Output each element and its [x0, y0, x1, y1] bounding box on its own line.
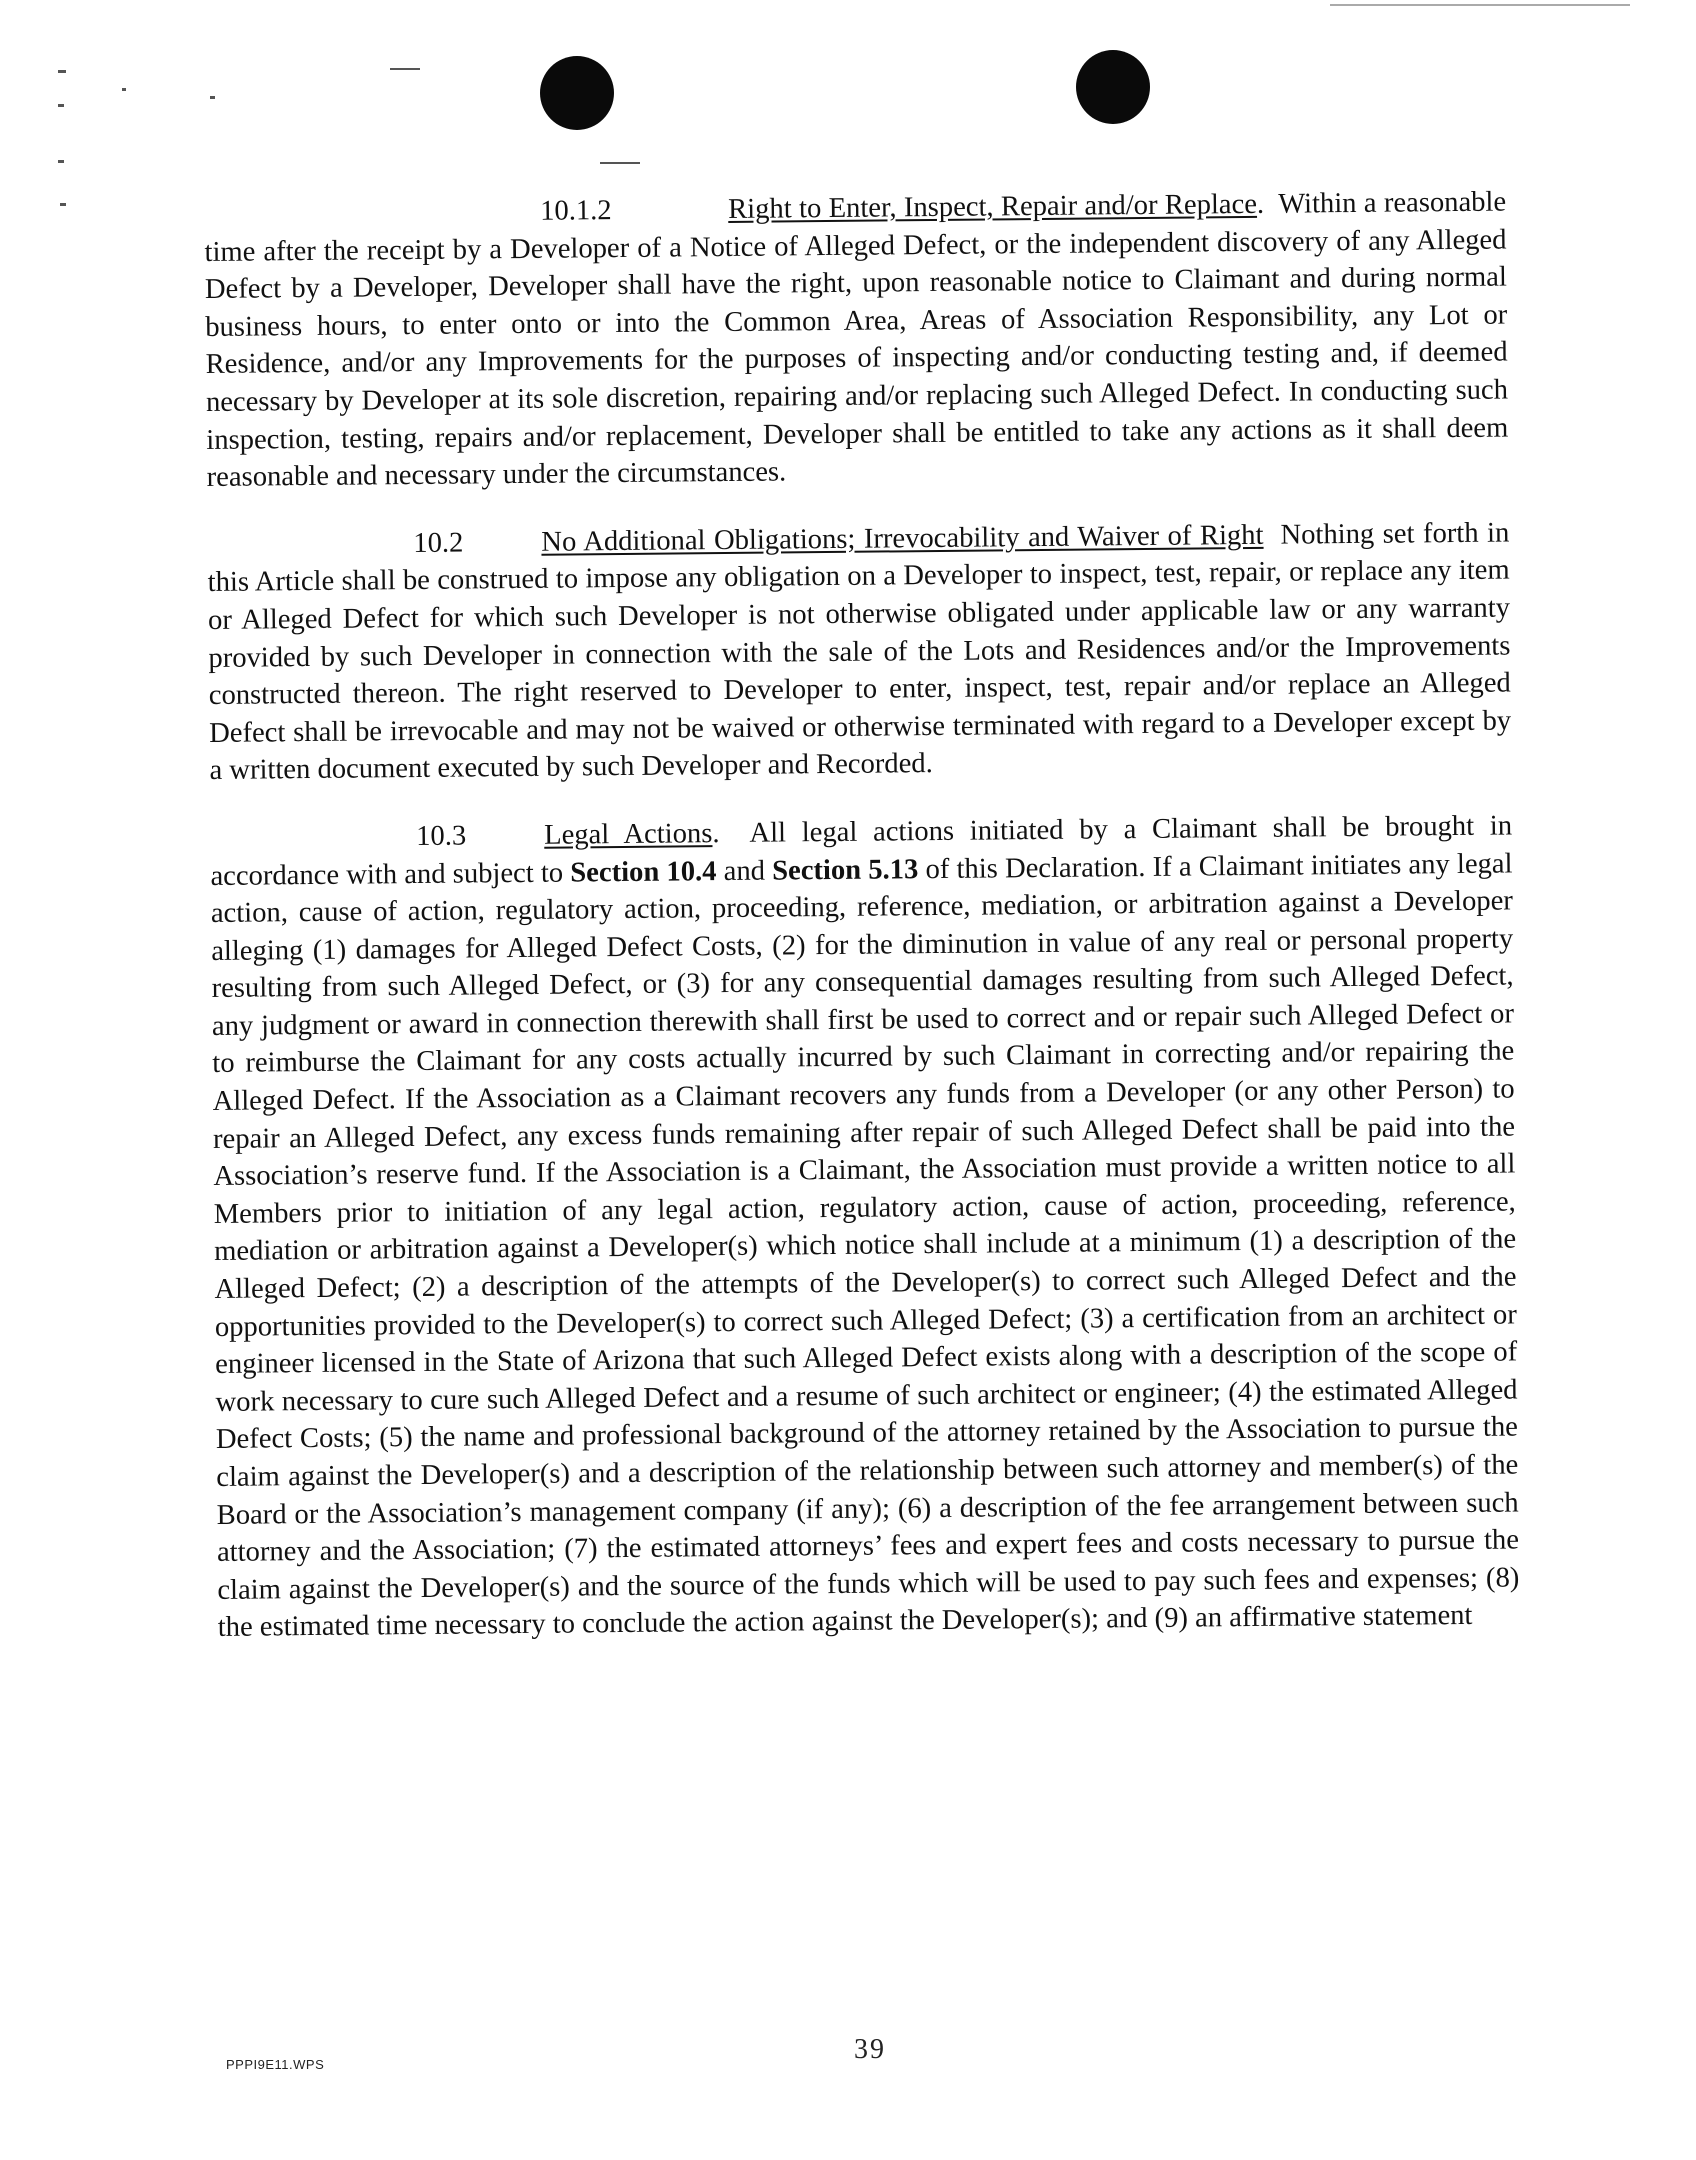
page-number: 39	[854, 2034, 886, 2065]
section-reference: Section 5.13	[772, 853, 919, 887]
punch-hole-right	[1076, 50, 1150, 124]
section-heading: No Additional Obligations; Irrevocability and Waiver of Right	[541, 519, 1264, 558]
section-number: 10.3	[416, 820, 467, 852]
heading-punctuation: .	[1256, 188, 1265, 220]
section-number: 10.1.2	[540, 195, 612, 227]
section-text: All legal actions initiated by a Claimant shall be brought in accordance with and subject to	[210, 810, 1513, 892]
scan-speck	[122, 88, 126, 91]
document-body	[204, 184, 1520, 1677]
section-10-3	[210, 807, 1520, 1647]
section-heading: Right to Enter, Inspect, Repair and/or Replace	[728, 188, 1258, 225]
section-reference: Section 10.4	[570, 855, 717, 889]
section-text: Within a reasonable time after the receipt by a Developer of a Notice of Alleged Defect, or the independent discovery of any Alleged Defect by a Developer, Developer shall have the right, upon reasonable notice to Claimant and during normal business hours, to enter onto or into the Common Area, Areas of Association Responsibility, any Lot or Residence, and/or any Improvements for the purposes of inspecting and/or conducting testing and, if deemed necessary by Developer at its sole discretion, repairing and/or replacing such Alleged Defect. In conducting such inspection, testing, repairs and/or replacement, Developer shall be entitled to take any actions as it shall deem reasonable and necessary under the circumstances.	[204, 186, 1509, 494]
scan-speck	[210, 96, 215, 99]
section-text: Nothing set forth in this Article shall be construed to impose any obligation on a Developer to inspect, test, repair, or replace any item or Alleged Defect for which such Developer is not otherwise obligated under applicable law or any warranty provided by such Developer in connection with the sale of the Lots and Residences and/or the Improvements constructed thereon. The right reserved to Developer to enter, inspect, test, repair and/or replace an Alleged Defect shall be irrevocable and may not be waived or otherwise terminated with regard to a Developer except by a written document executed by such Developer and Recorded.	[207, 517, 1512, 787]
scan-speck	[58, 104, 64, 107]
scan-speck	[390, 68, 420, 70]
section-number: 10.2	[413, 527, 464, 559]
punch-hole-left	[540, 56, 614, 130]
section-text: of this Declaration. If a Claimant initiates any legal action, cause of action, regulatory action, proceeding, reference, mediation, or arbitration against a Developer alleging (1) damages for Alleged Defect Costs, (2) for the diminution in value of any real or personal property resulting from such Alleged Defect, or (3) for any consequential damages resulting from such Alleged Defect, any judgment or award in connection therewith shall first be used to correct and or repair such Alleged Defect or to reimburse the Claimant for any costs actually incurred by such Claimant in correcting and/or repairing the Alleged Defect. If the Association as a Claimant recovers any funds from a Developer (or any other Person) to repair an Alleged Defect, any excess funds remaining after repair of such Alleged Defect shall be paid into the Association’s reserve fund. If the Association is a Claimant, the Association must provide a written notice to all Members prior to initiation of any legal action, regulatory action, cause of action, proceeding, reference, mediation or arbitration against a Developer(s) which notice shall include at a minimum (1) a description of the Alleged Defect; (2) a description of the attempts of the Developer(s) to correct such Alleged Defect and the opportunities provided to the Developer(s) to correct such Alleged Defect; (3) a certification from an architect or engineer licensed in the State of Arizona that such Alleged Defect exists along with a description of the scope of work necessary to cure such Alleged Defect and a resume of such architect or engineer; (4) the estimated Alleged Defect Costs; (5) the name and professional background of the attorney retained by the Association to pursue the claim against the Developer(s) and a description of the relationship between such attorney and member(s) of the Board or the Association’s management company (if any); (6) a description of the fee arrangement between such attorney and the Association; (7) the estimated attorneys’ fees and expert fees and costs necessary to pursue the claim against the Developer(s) and the source of the funds which will be used to pay such fees and expenses; (8) the estimated time necessary to conclude the action against the Developer(s); and (9) an affirmative statement	[210, 847, 1520, 1644]
section-text: and	[723, 855, 766, 887]
section-heading: Legal Actions	[544, 818, 713, 851]
heading-punctuation: .	[712, 817, 720, 850]
scan-speck	[60, 203, 66, 206]
scan-speck	[1330, 4, 1630, 6]
file-code: PPPI9E11.WPS	[226, 2057, 325, 2072]
scan-speck	[58, 160, 64, 163]
scan-speck	[58, 70, 66, 73]
section-10-1-2	[204, 184, 1509, 497]
section-10-2	[207, 514, 1511, 790]
scan-speck	[600, 162, 640, 164]
